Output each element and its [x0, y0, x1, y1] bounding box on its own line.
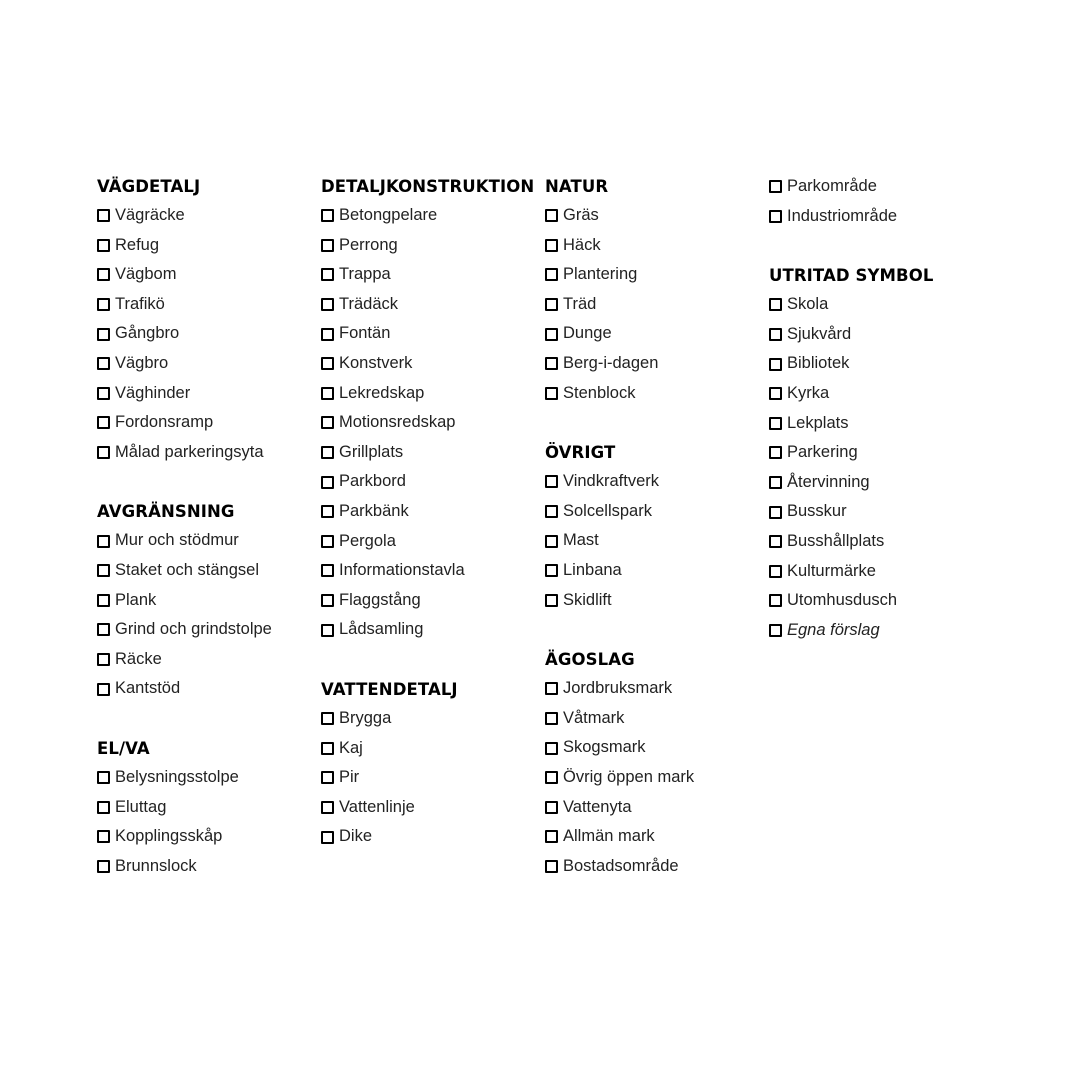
checklist-item[interactable] — [545, 586, 694, 616]
checkbox-icon[interactable] — [321, 416, 334, 429]
checklist-item-label: Pergola — [339, 531, 396, 550]
checkbox-icon[interactable] — [545, 268, 558, 281]
checkbox-icon[interactable] — [97, 623, 110, 636]
category-heading: DETALJKONSTRUKTION — [321, 177, 535, 196]
checklist-item[interactable] — [321, 438, 534, 468]
checklist-item[interactable] — [97, 674, 272, 704]
checklist-item[interactable] — [545, 231, 694, 261]
checklist-item-label: Jordbruksmark — [563, 679, 673, 698]
checklist-item[interactable] — [769, 349, 933, 379]
checklist-item[interactable] — [545, 379, 694, 409]
checklist-item[interactable] — [545, 467, 694, 497]
checklist-item-label: Träd — [563, 294, 597, 313]
checklist-item-label: Trädäck — [339, 294, 398, 313]
category-group — [545, 172, 694, 408]
checklist-item[interactable] — [769, 379, 933, 409]
category-group — [97, 497, 272, 704]
checklist-item[interactable] — [97, 615, 272, 645]
checklist-item-label: Linbana — [563, 560, 622, 579]
checklist-item-label: Skogsmark — [563, 738, 646, 757]
checklist-item[interactable] — [321, 349, 534, 379]
checklist-item[interactable] — [321, 615, 534, 645]
checklist-item[interactable] — [321, 231, 534, 261]
checklist-item[interactable] — [321, 704, 534, 734]
checkbox-icon[interactable] — [97, 594, 110, 607]
checklist-item[interactable] — [321, 822, 534, 852]
checklist-item-label: Gångbro — [115, 324, 180, 343]
checklist-item[interactable] — [321, 408, 534, 438]
category-heading: UTRITAD SYMBOL — [769, 266, 934, 286]
checklist-item[interactable] — [321, 467, 534, 497]
category-group — [321, 172, 534, 645]
checkbox-icon[interactable] — [545, 328, 558, 341]
checklist-item-label: Lådsamling — [339, 620, 424, 639]
checkbox-icon[interactable] — [545, 771, 558, 784]
checklist-item-label: Refug — [115, 235, 160, 254]
checklist-item-label: Stenblock — [563, 383, 636, 402]
checklist-items — [97, 201, 272, 467]
checklist-item-label: Egna förslag — [787, 620, 880, 639]
checklist-item[interactable] — [97, 852, 272, 882]
checklist-item-label: Bostadsområde — [563, 856, 679, 875]
checkbox-icon[interactable] — [545, 387, 558, 400]
checklist-item-label: Solcellspark — [563, 501, 652, 520]
checkbox-icon[interactable] — [97, 268, 110, 281]
checklist-item-label: Parkområde — [787, 177, 877, 195]
checklist-item[interactable] — [97, 379, 272, 409]
checkbox-icon[interactable] — [321, 535, 334, 548]
category-group — [769, 261, 933, 645]
checklist-item[interactable] — [545, 674, 694, 704]
checklist-item-label: Vägbom — [115, 265, 177, 284]
checklist-item-label: Informationstavla — [339, 561, 465, 580]
checklist-items — [545, 201, 694, 408]
checklist-item-label: Vägbro — [115, 353, 169, 372]
checklist-item[interactable] — [545, 852, 694, 882]
checklist-item[interactable] — [769, 438, 933, 468]
checklist-item-label: Busshållplats — [787, 531, 885, 550]
checkbox-icon[interactable] — [97, 209, 110, 222]
checklist-item[interactable] — [321, 319, 534, 349]
checkbox-icon[interactable] — [97, 860, 110, 873]
checklist-item[interactable] — [769, 320, 933, 350]
checklist-item-label: Plank — [115, 590, 157, 609]
checklist-item[interactable] — [97, 408, 272, 438]
checklist-item[interactable] — [769, 290, 933, 320]
checkbox-icon[interactable] — [769, 210, 782, 223]
category-heading: ÖVRIGT — [545, 443, 616, 463]
checklist-item[interactable] — [321, 379, 534, 409]
checkbox-icon[interactable] — [545, 505, 558, 518]
checklist-item[interactable] — [321, 734, 534, 764]
checklist-item[interactable] — [321, 763, 534, 793]
checkbox-icon[interactable] — [769, 624, 782, 637]
checklist-items — [321, 201, 534, 645]
checkbox-icon[interactable] — [545, 564, 558, 577]
checklist-item-label: Lekredskap — [339, 383, 425, 402]
checkbox-icon[interactable] — [769, 417, 782, 430]
checkbox-icon[interactable] — [545, 357, 558, 370]
checkbox-icon[interactable] — [97, 357, 110, 370]
checklist-item[interactable] — [321, 793, 534, 823]
checkbox-icon[interactable] — [321, 564, 334, 577]
checklist-item[interactable] — [545, 793, 694, 823]
checklist-item-label: Perrong — [339, 235, 398, 254]
checkbox-icon[interactable] — [321, 712, 334, 725]
category-heading: VÄGDETALJ — [97, 177, 201, 196]
checklist-item-label: Vattenyta — [563, 797, 632, 816]
checklist-item[interactable] — [769, 497, 933, 527]
checklist-item-label: Brunnslock — [115, 856, 197, 875]
checkbox-icon[interactable] — [97, 446, 110, 459]
checklist-item[interactable] — [97, 231, 272, 261]
checklist-item[interactable] — [97, 438, 272, 468]
checklist-item[interactable] — [321, 201, 534, 231]
checklist-item-label: Parkbord — [339, 472, 406, 491]
checklist-item-label: Sjukvård — [787, 324, 852, 343]
checklist-item-label: Parkbänk — [339, 501, 409, 520]
checklist-item-label: Vindkraftverk — [563, 472, 659, 491]
checklist-item[interactable] — [97, 290, 272, 320]
checklist-item-label: Målad parkeringsyta — [115, 442, 264, 461]
checkbox-icon[interactable] — [769, 328, 782, 341]
checklist-item-label: Mur och stödmur — [115, 531, 239, 550]
checklist-item-label: Kantstöd — [115, 679, 181, 698]
checklist-item-label: Belysningsstolpe — [115, 767, 239, 786]
checkbox-icon[interactable] — [97, 564, 110, 577]
checklist-item[interactable] — [545, 319, 694, 349]
checkbox-icon[interactable] — [97, 683, 110, 696]
checkbox-icon[interactable] — [769, 506, 782, 519]
checklist-item-label: Vägräcke — [115, 206, 185, 224]
checkbox-icon[interactable] — [97, 801, 110, 814]
checklist-item-label: Väghinder — [115, 383, 191, 402]
checkbox-icon[interactable] — [321, 446, 334, 459]
checkbox-icon[interactable] — [97, 387, 110, 400]
checkbox-icon[interactable] — [97, 416, 110, 429]
checklist-item[interactable] — [97, 793, 272, 823]
checklist-item-label: Flaggstång — [339, 590, 421, 609]
checkbox-icon[interactable] — [769, 180, 782, 193]
checklist-item[interactable] — [545, 497, 694, 527]
checkbox-icon[interactable] — [545, 801, 558, 814]
checklist-item-label: Skola — [787, 295, 829, 314]
checkbox-icon[interactable] — [545, 830, 558, 843]
checkbox-icon[interactable] — [321, 801, 334, 814]
category-group — [545, 438, 694, 615]
checklist-item[interactable] — [769, 527, 933, 557]
checklist-item-label: Konstverk — [339, 353, 413, 372]
checklist-items — [97, 763, 272, 881]
checkbox-icon[interactable] — [97, 328, 110, 341]
checkbox-icon[interactable] — [545, 209, 558, 222]
checklist-item[interactable] — [545, 763, 694, 793]
checklist-item-label: Fontän — [339, 324, 391, 343]
checklist-item-label: Eluttag — [115, 797, 167, 816]
checklist-items — [321, 704, 534, 852]
checkbox-icon[interactable] — [321, 387, 334, 400]
checkbox-icon[interactable] — [769, 298, 782, 311]
checklist-item-label: Kulturmärke — [787, 561, 876, 580]
checkbox-icon[interactable] — [321, 357, 334, 370]
checklist-item-label: Parkering — [787, 443, 858, 462]
checklist-item[interactable] — [97, 556, 272, 586]
checklist-item[interactable] — [97, 526, 272, 556]
checkbox-icon[interactable] — [545, 860, 558, 873]
checkbox-icon[interactable] — [769, 387, 782, 400]
checklist-item[interactable] — [545, 290, 694, 320]
checklist-item-label: Återvinning — [787, 472, 870, 491]
checkbox-icon[interactable] — [545, 298, 558, 311]
checklist-item[interactable] — [97, 586, 272, 616]
checklist-item-label: Bibliotek — [787, 354, 850, 373]
category-group — [545, 645, 694, 881]
checklist-item-label: Busskur — [787, 502, 847, 521]
checkbox-icon[interactable] — [321, 209, 334, 222]
checklist-item-label: Staket och stängsel — [115, 560, 260, 579]
checklist-column — [769, 172, 933, 645]
checkbox-icon[interactable] — [97, 771, 110, 784]
checklist-item[interactable] — [97, 319, 272, 349]
checkbox-icon[interactable] — [97, 535, 110, 548]
checklist-item[interactable] — [321, 586, 534, 616]
checklist-item[interactable] — [97, 201, 272, 231]
checklist-item[interactable] — [545, 526, 694, 556]
checklist-item[interactable] — [321, 260, 534, 290]
category-group — [769, 172, 933, 231]
checklist-item-label: Gräs — [563, 206, 599, 224]
checklist-item[interactable] — [321, 556, 534, 586]
checkbox-icon[interactable] — [769, 358, 782, 371]
checklist-item-label: Fordonsramp — [115, 413, 214, 432]
checklist-item-label: Trafikö — [115, 294, 165, 313]
checklist-item[interactable] — [545, 260, 694, 290]
checklist-item-label: Räcke — [115, 649, 162, 668]
checkbox-icon[interactable] — [545, 475, 558, 488]
checkbox-icon[interactable] — [769, 594, 782, 607]
checklist-item[interactable] — [97, 260, 272, 290]
checkbox-icon[interactable] — [769, 535, 782, 548]
checkbox-icon[interactable] — [545, 535, 558, 548]
checklist-item[interactable] — [545, 556, 694, 586]
checklist-item[interactable] — [97, 645, 272, 675]
checkbox-icon[interactable] — [545, 712, 558, 725]
checkbox-icon[interactable] — [97, 298, 110, 311]
checklist-item-label: Övrig öppen mark — [563, 767, 695, 786]
checklist-items — [769, 290, 933, 645]
checklist-item-label: Dike — [339, 827, 373, 846]
checkbox-icon[interactable] — [769, 476, 782, 489]
checklist-item-label: Grind och grindstolpe — [115, 620, 272, 639]
checklist-item-label: Betongpelare — [339, 206, 438, 224]
checklist-item-label: Utomhusdusch — [787, 591, 898, 610]
checklist-item-label: Vattenlinje — [339, 797, 415, 816]
category-heading: EL/VA — [97, 738, 150, 758]
checklist-items — [545, 467, 694, 615]
checklist-item-label: Skidlift — [563, 590, 612, 609]
checkbox-icon[interactable] — [97, 239, 110, 252]
checkbox-icon[interactable] — [321, 594, 334, 607]
checklist-item[interactable] — [545, 822, 694, 852]
checkbox-icon[interactable] — [321, 239, 334, 252]
category-group — [97, 734, 272, 881]
checklist-item[interactable] — [321, 527, 534, 557]
checklist-item-label: Berg-i-dagen — [563, 353, 659, 372]
checklist-item-label: Industriområde — [787, 206, 898, 225]
checklist-item-label: Grillplats — [339, 442, 404, 461]
checklist-item[interactable] — [769, 409, 933, 439]
checklist-items — [97, 526, 272, 704]
checklist-item[interactable] — [321, 497, 534, 527]
checkbox-icon[interactable] — [321, 328, 334, 341]
checklist-item[interactable] — [769, 616, 933, 646]
checklist-item-label: Allmän mark — [563, 827, 655, 846]
checkbox-icon[interactable] — [97, 653, 110, 666]
checklist-item-label: Häck — [563, 235, 601, 254]
checklist-column — [321, 172, 534, 852]
checklist-item-label: Våtmark — [563, 708, 625, 727]
checklist-item-label: Trappa — [339, 265, 391, 284]
checkbox-icon[interactable] — [321, 298, 334, 311]
checkbox-icon[interactable] — [545, 239, 558, 252]
checkbox-icon[interactable] — [97, 830, 110, 843]
checklist-item[interactable] — [545, 704, 694, 734]
checkbox-icon[interactable] — [545, 742, 558, 755]
checklist-item-label: Kopplingsskåp — [115, 827, 223, 846]
category-heading: ÄGOSLAG — [545, 650, 635, 670]
checklist-item-label: Mast — [563, 531, 599, 550]
checklist-item[interactable] — [545, 349, 694, 379]
checklist-item-label: Dunge — [563, 324, 612, 343]
checkbox-icon[interactable] — [321, 771, 334, 784]
checklist-item-label: Pir — [339, 768, 360, 787]
category-heading: VATTENDETALJ — [321, 679, 458, 699]
category-group — [97, 172, 272, 467]
checkbox-icon[interactable] — [321, 505, 334, 518]
checklist-column — [545, 172, 694, 881]
checkbox-icon[interactable] — [769, 565, 782, 578]
checklist-item[interactable] — [97, 349, 272, 379]
category-heading: NATUR — [545, 177, 609, 196]
checkbox-icon[interactable] — [769, 446, 782, 459]
category-heading: AVGRÄNSNING — [97, 502, 235, 522]
checklist-item-label: Lekplats — [787, 413, 849, 432]
checkbox-icon[interactable] — [545, 682, 558, 695]
checklist-item-label: Brygga — [339, 708, 392, 727]
checklist-item[interactable] — [545, 733, 694, 763]
checklist-item[interactable] — [97, 763, 272, 793]
checklist-item[interactable] — [769, 468, 933, 498]
checkbox-icon[interactable] — [321, 476, 334, 489]
checklist-item[interactable] — [545, 201, 694, 231]
checklist-items — [769, 172, 933, 231]
checkbox-icon[interactable] — [321, 268, 334, 281]
checkbox-icon[interactable] — [321, 742, 334, 755]
checklist-item[interactable] — [321, 290, 534, 320]
checklist-item-label: Motionsredskap — [339, 413, 456, 432]
checkbox-icon[interactable] — [545, 594, 558, 607]
checklist-item-label: Plantering — [563, 265, 638, 284]
checkbox-icon[interactable] — [321, 624, 334, 637]
checklist-item[interactable] — [769, 172, 933, 202]
checklist-item[interactable] — [769, 557, 933, 587]
category-group — [321, 675, 534, 852]
checklist-item[interactable] — [769, 586, 933, 616]
checklist-items — [545, 674, 694, 881]
checklist-item[interactable] — [97, 822, 272, 852]
checklist-column — [97, 172, 272, 881]
checklist-item-label: Kyrka — [787, 383, 830, 402]
checklist-item[interactable] — [769, 202, 933, 232]
checkbox-icon[interactable] — [321, 831, 334, 844]
checklist-item-label: Kaj — [339, 738, 363, 757]
